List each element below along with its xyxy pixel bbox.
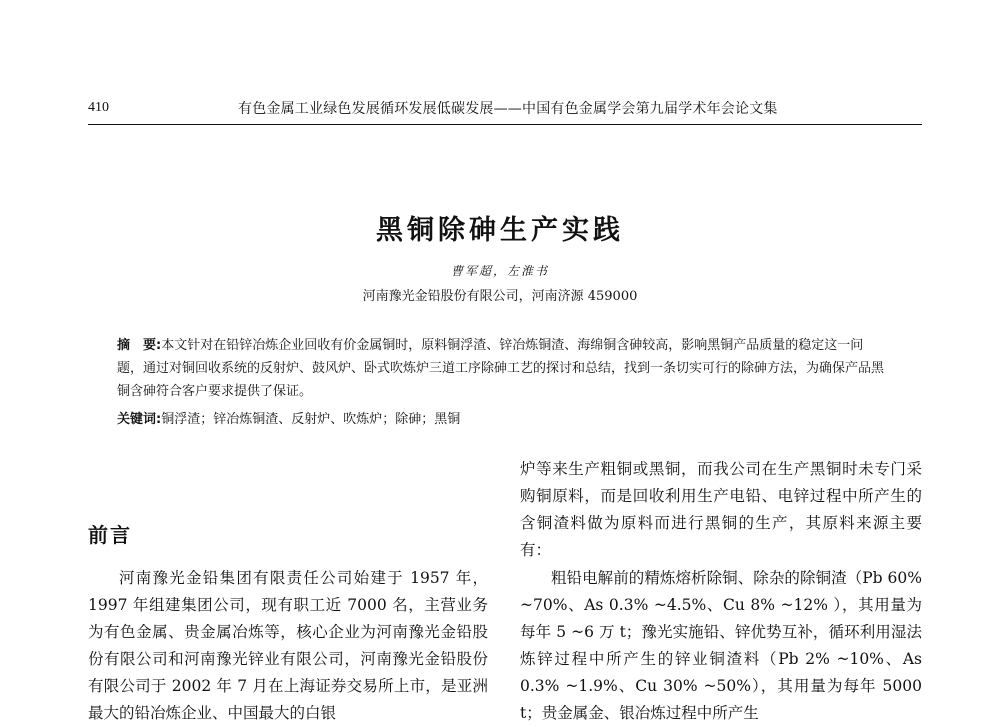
header-rule bbox=[88, 124, 922, 125]
running-header bbox=[88, 96, 920, 126]
abstract bbox=[117, 334, 887, 403]
keywords-text: 铜浮渣；锌冶炼铜渣、反射炉、吹炼炉；除砷；黑铜 bbox=[161, 412, 461, 427]
section-heading-preface: 前言 bbox=[88, 522, 132, 547]
author-affiliation: 河南豫光金铅股份有限公司，河南济源 459000 bbox=[362, 289, 638, 304]
keywords bbox=[117, 408, 887, 427]
keywords-label: 关键词: bbox=[117, 412, 162, 427]
page-number: 410 bbox=[88, 100, 109, 115]
abstract-label: 摘 要: bbox=[117, 338, 162, 353]
body-paragraph-right-1: 炉等来生产粗铜或黑铜，而我公司在生产黑铜时未专门采购铜原料，而是回收利用生产电铅、电锌过程中所产生的含铜渣料做为原料而进行黑铜的生产，其原料来源主要有： bbox=[520, 460, 922, 559]
paper-authors: 曹军超，左淮书 bbox=[450, 264, 549, 278]
body-paragraph-right-2: 粗铅电解前的精炼熔析除铜、除杂的除铜渣（Pb 60% ~70%、As 0.3% ~4.5%、Cu 8% ~12% ），其用量为每年 5 ~6 万 t；豫光实施铅、锌优势互补，循环利用湿法炼锌过程中所产生的锌业铜渣料（Pb 2% ~10%、As 0.3% ~1.9%、Cu 30% ~50%），其用量为每年 5000 t；贵金属金、银冶炼过程中所产生 bbox=[520, 569, 922, 722]
body-paragraph-left: 河南豫光金铅集团有限责任公司始建于 1957 年，1997 年组建集团公司，现有职工近 7000 名，主营业务为有色金属、贵金属冶炼等，核心企业为河南豫光金铅股份有限公司和河南豫光锌业有限公司，河南豫光金铅股份有限公司于 2002 年 7 月在上海证券交易所上市，是亚洲最大的铅冶炼企业、中国最大的白银 bbox=[88, 569, 488, 722]
paper-title: 黑铜除砷生产实践 bbox=[376, 215, 624, 247]
abstract-text: 本文针对在铅锌冶炼企业回收有价金属铜时，原料铜浮渣、锌冶炼铜渣、海绵铜含砷较高，影响黑铜产品质量的稳定这一问题，通过对铜回收系统的反射炉、鼓风炉、卧式吹炼炉三道工序除砷工艺的探讨和总结，找到一条切实可行的除砷方法，为确保产品黑铜含砷符合客户要求提供了保证。 bbox=[117, 338, 885, 399]
journal-title: 有色金属工业绿色发展循环发展低碳发展——中国有色金属学会第九届学术年会论文集 bbox=[238, 101, 778, 117]
